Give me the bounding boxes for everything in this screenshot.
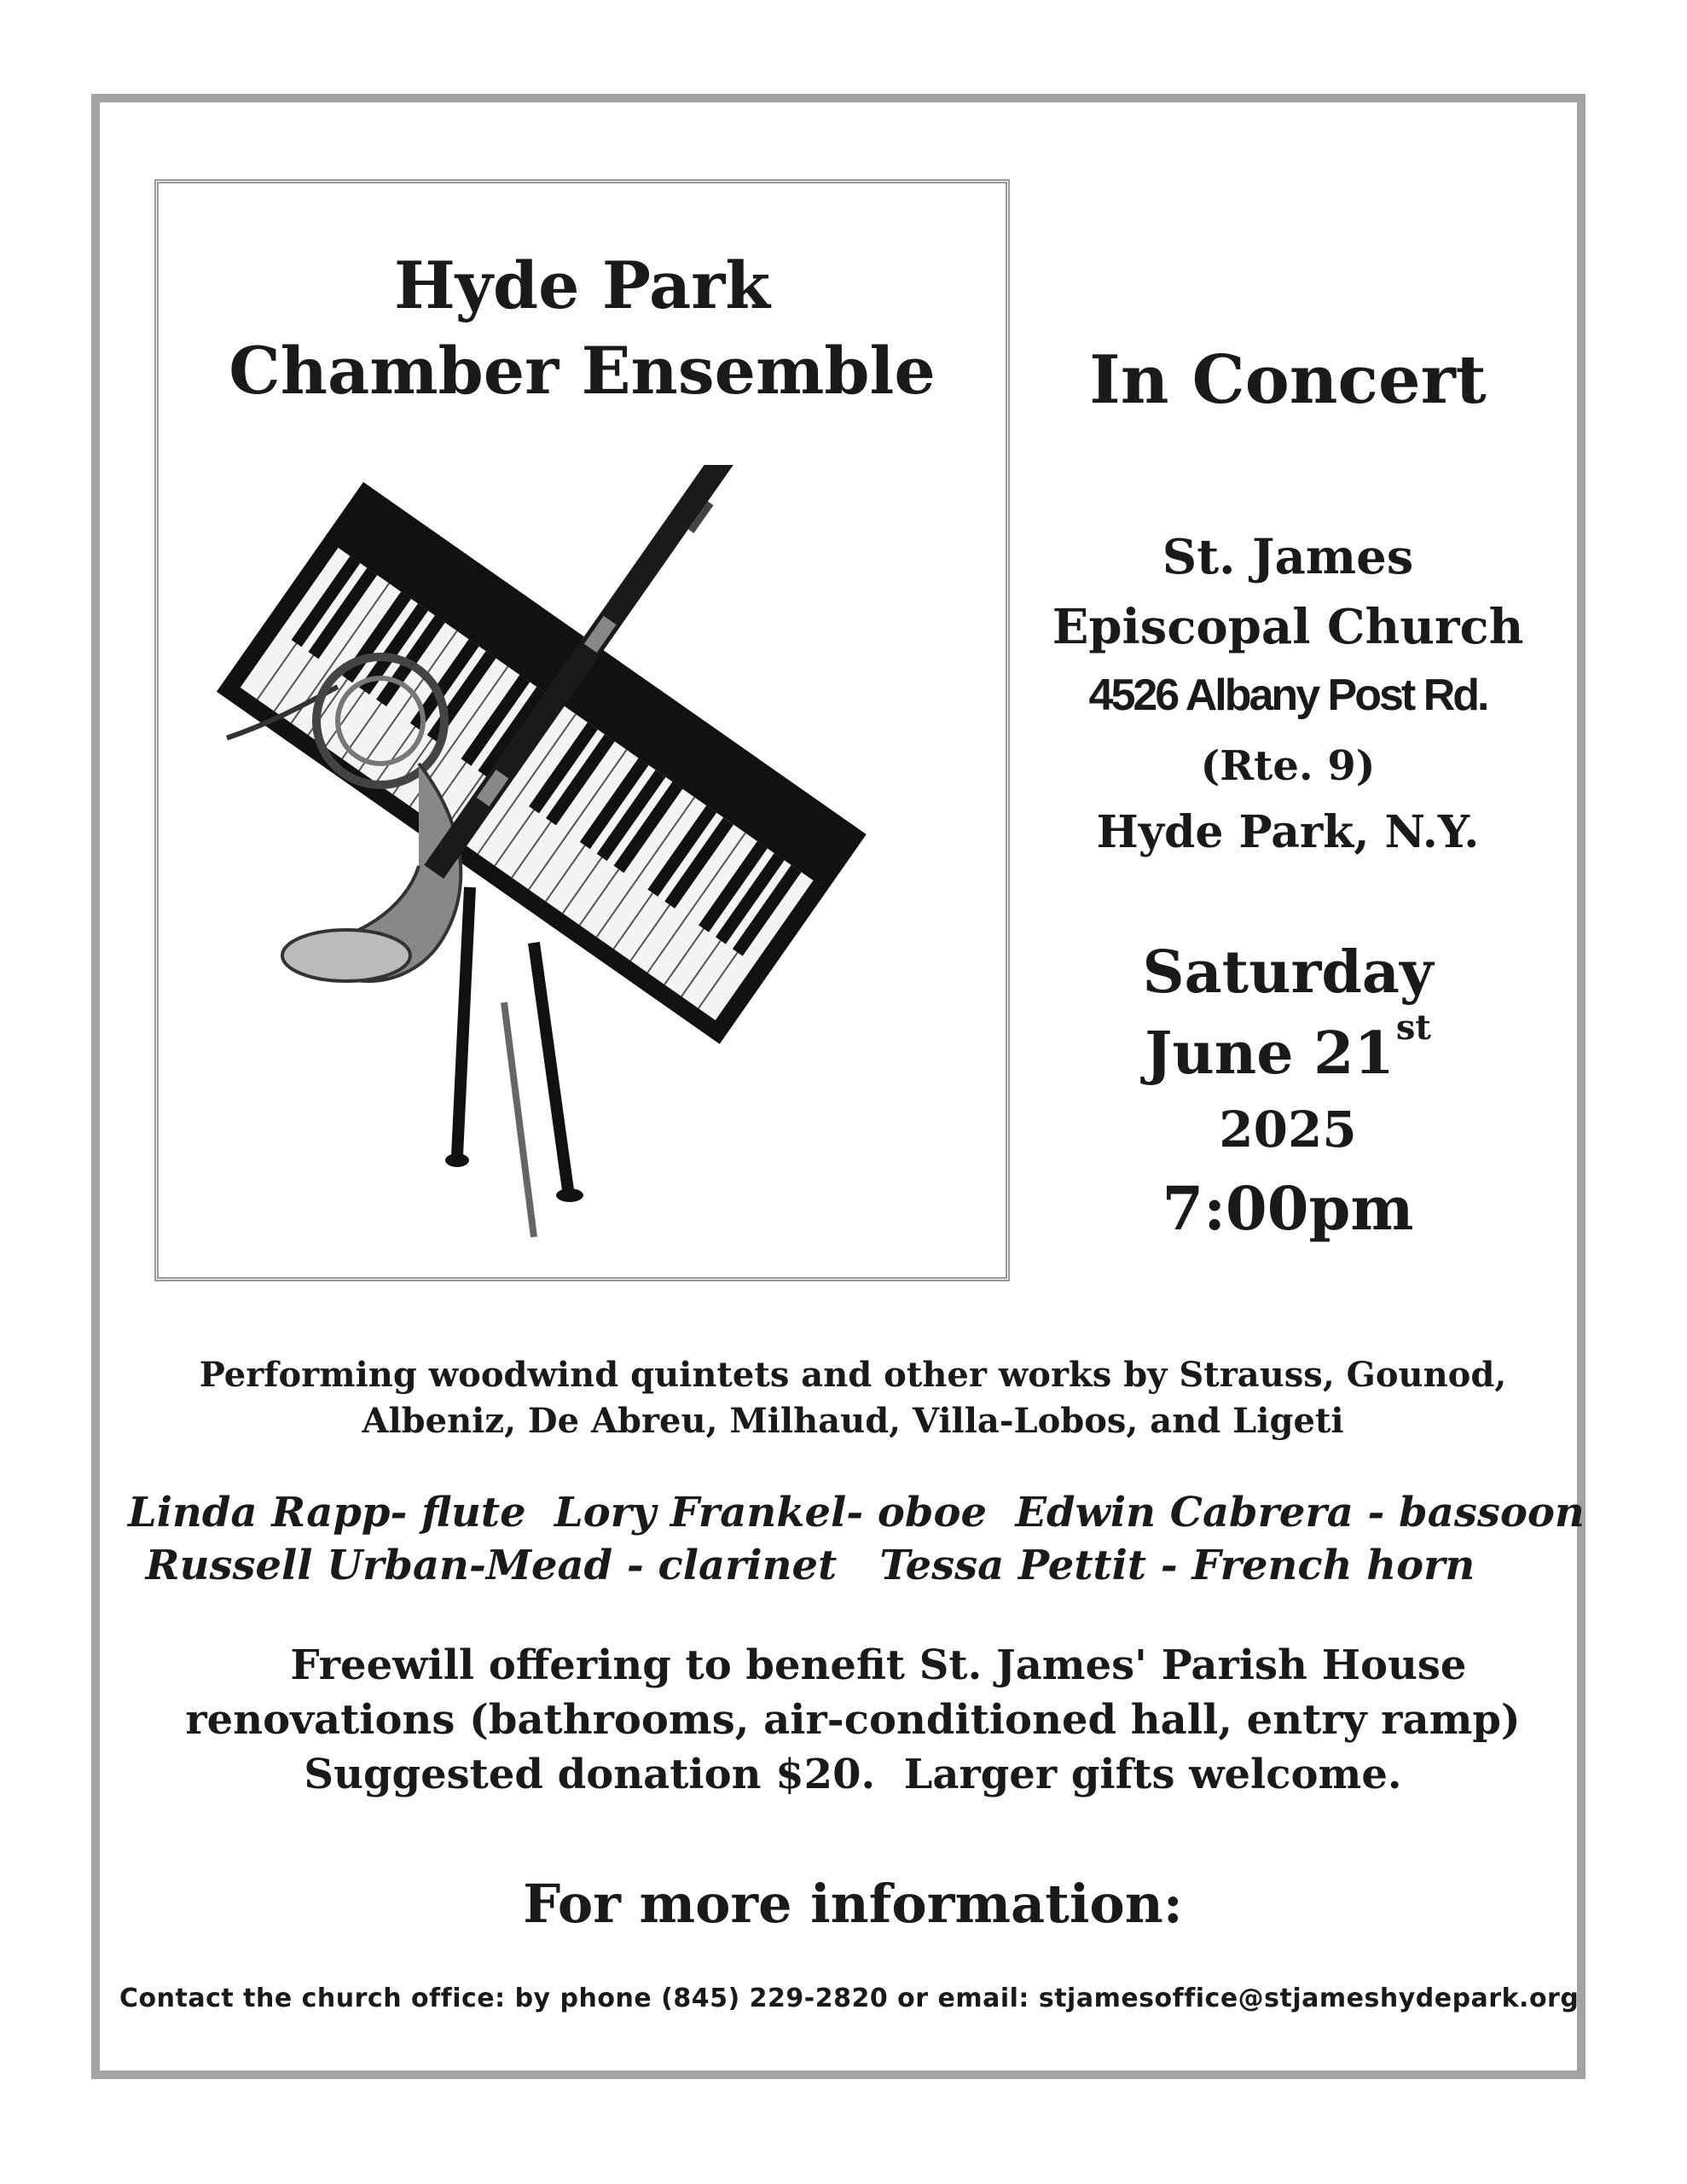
clarinet-icon: [534, 943, 583, 1202]
performers-line2: Russell Urban-Mead - clarinet Tessa Pettit - French horn: [145, 1542, 1475, 1589]
headline-in-concert: In Concert: [1089, 341, 1487, 419]
contact-line: Contact the church office: by phone (845) 229-2820 or email: stjamesoffice@stjameshydepark.org: [119, 1984, 1580, 2013]
event-date: [1032, 1008, 1544, 1088]
program-line2: Albeniz, De Abreu, Milhaud, Villa-Lobos, and Ligeti: [362, 1401, 1344, 1441]
venue-town: Hyde Park, N.Y.: [1096, 806, 1480, 858]
event-day-suffix: st: [1395, 1008, 1431, 1048]
event-time: 7:00pm: [1162, 1173, 1414, 1244]
benefit-notice: [171, 1638, 1535, 1802]
event-day: Saturday: [1142, 938, 1434, 1007]
ensemble-art-panel: [154, 179, 1010, 1281]
ensemble-title: [159, 243, 1006, 414]
benefit-line1: Freewill offering to benefit St. James' Parish House: [290, 1641, 1467, 1689]
ensemble-title-line1: Hyde Park: [394, 247, 770, 323]
performers-list: [128, 1486, 1585, 1592]
more-info-heading: For more information:: [523, 1873, 1183, 1935]
program-description: [171, 1352, 1535, 1444]
event-month-day: June 21: [1145, 1019, 1394, 1088]
benefit-line2: renovations (bathrooms, air-conditioned hall, entry ramp): [185, 1696, 1521, 1744]
venue-address: 4526 Albany Post Rd.: [1088, 671, 1487, 720]
program-line1: Performing woodwind quintets and other works by Strauss, Gounod,: [199, 1355, 1507, 1395]
instruments-illustration: [210, 465, 977, 1258]
flute-icon: [504, 1002, 534, 1237]
ensemble-title-line2: Chamber Ensemble: [229, 333, 936, 409]
venue-name-line1: St. James: [1162, 529, 1414, 585]
venue-route: (Rte. 9): [1200, 742, 1376, 790]
event-year: 2025: [1219, 1101, 1357, 1159]
benefit-line3: Suggested donation $20. Larger gifts welcome.: [304, 1751, 1402, 1798]
performers-line1: Linda Rapp- flute Lory Frankel- oboe Edwin Cabrera - bassoon: [128, 1489, 1585, 1536]
venue-name-line2: Episcopal Church: [1052, 599, 1524, 655]
